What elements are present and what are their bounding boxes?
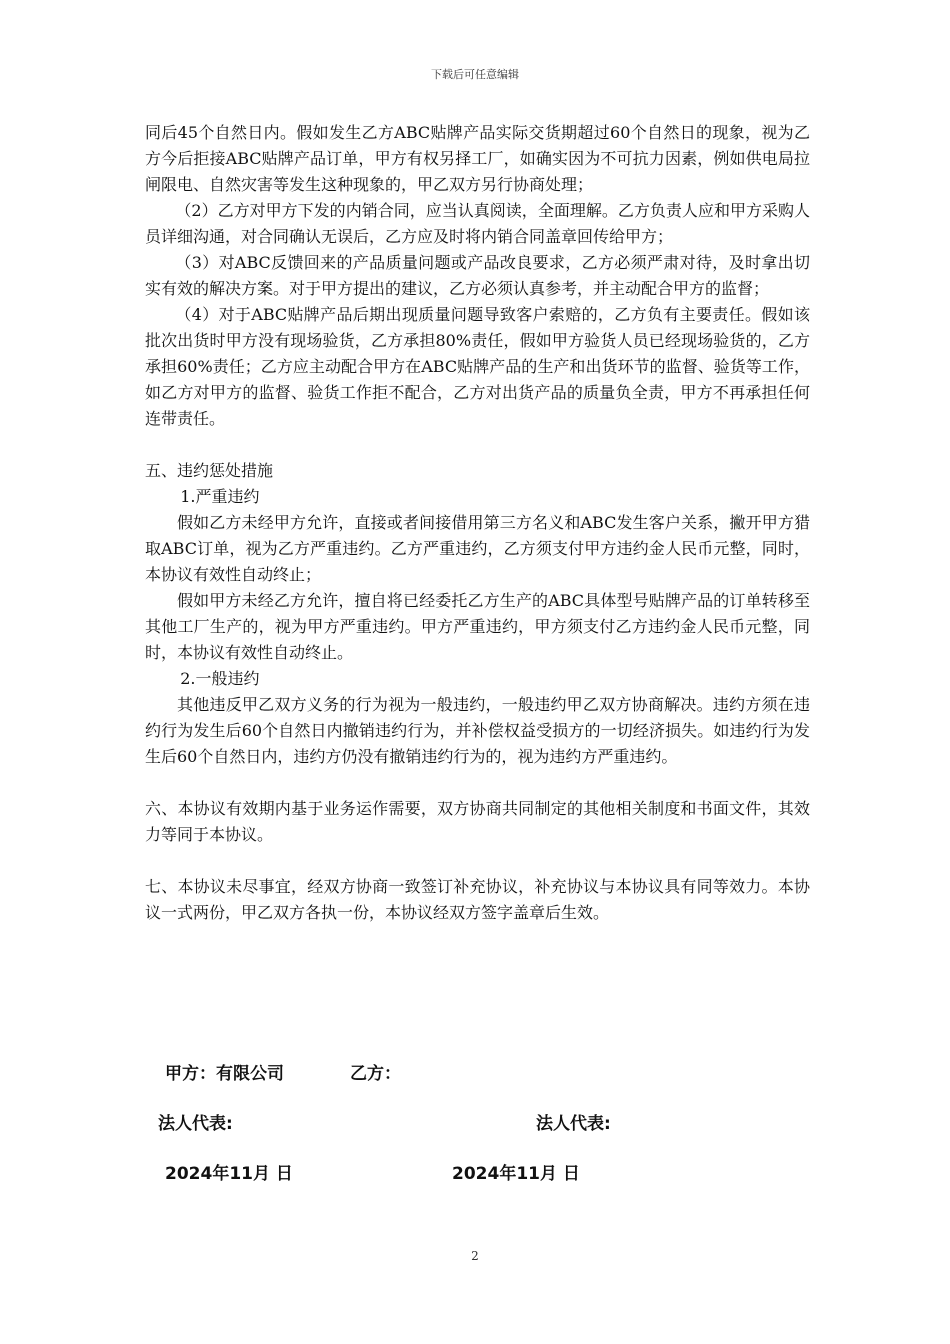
spacer: [145, 432, 810, 458]
spacer: [145, 848, 810, 874]
party-b-label: 乙方：: [350, 1064, 401, 1084]
legal-rep-b-label: 法人代表:: [536, 1114, 611, 1134]
date-b: 2024年11月 日: [452, 1164, 580, 1184]
party-a-label: 甲方：有限公司: [165, 1064, 284, 1084]
clause-item-2: （2）乙方对甲方下发的内销合同，应当认真阅读，全面理解。乙方负责人应和甲方采购人员详细沟通，对合同确认无误后，乙方应及时将内销合同盖章回传给甲方；: [145, 201, 810, 246]
page-header-note: 下载后可任意编辑: [431, 68, 519, 81]
clause-item-4: （4）对于ABC贴牌产品后期出现质量问题导致客户索赔的，乙方负有主要责任。假如该批次出货时甲方没有现场验货，乙方承担80%责任，假如甲方验货人员已经现场验货的，乙方承担60%责任；乙方应主动配合甲方在ABC贴牌产品的生产和出货环节的监督、验货等工作，如乙方对甲方的监督、验货工作拒不配合，乙方对出货产品的质量负全责，甲方不再承担任何连带责任。: [145, 305, 810, 428]
page-number: 2: [471, 1249, 479, 1263]
section-5-title: 五、违约惩处措施: [145, 461, 274, 480]
subsection-2-paragraph: 其他违反甲乙双方义务的行为视为一般违约，一般违约甲乙双方协商解决。违约方须在违约行为发生后60个自然日内撤销违约行为，并补偿权益受损方的一切经济损失。如违约行为发生后60个自然日内，违约方仍没有撤销违约行为的，视为违约方严重违约。: [145, 695, 810, 766]
section-7: 七、本协议未尽事宜，经双方协商一致签订补充协议，补充协议与本协议具有同等效力。本协议一式两份，甲乙双方各执一份，本协议经双方签字盖章后生效。: [145, 877, 810, 922]
date-a: 2024年11月 日: [165, 1164, 293, 1184]
subsection-1-paragraph-b: 假如甲方未经乙方允许，擅自将已经委托乙方生产的ABC具体型号贴牌产品的订单转移至其他工厂生产的，视为甲方严重违约。甲方严重违约，甲方须支付乙方违约金人民币元整，同时，本协议有效性自动终止。: [145, 591, 810, 662]
paragraph-continuation: 同后45个自然日内。假如发生乙方ABC贴牌产品实际交货期超过60个自然日的现象，视为乙方今后拒接ABC贴牌产品订单，甲方有权另择工厂，如确实因为不可抗力因素，例如供电局拉闸限电、自然灾害等发生这种现象的，甲乙双方另行协商处理；: [145, 123, 810, 194]
legal-rep-a-label: 法人代表:: [158, 1114, 233, 1134]
spacer: [145, 770, 810, 796]
subsection-1-paragraph-a: 假如乙方未经甲方允许，直接或者间接借用第三方名义和ABC发生客户关系，撇开甲方猎取ABC订单，视为乙方严重违约。乙方严重违约，乙方须支付甲方违约金人民币元整，同时，本协议有效性自动终止；: [145, 513, 810, 584]
section-6: 六、本协议有效期内基于业务运作需要，双方协商共同制定的其他相关制度和书面文件，其效力等同于本协议。: [145, 799, 810, 844]
document-body: [145, 120, 810, 926]
subsection-1-title: 1.严重违约: [180, 487, 260, 506]
subsection-2-title: 2.一般违约: [180, 669, 260, 688]
clause-item-3: （3）对ABC反馈回来的产品质量问题或产品改良要求，乙方必须严肃对待，及时拿出切实有效的解决方案。对于甲方提出的建议，乙方必须认真参考，并主动配合甲方的监督；: [145, 253, 810, 298]
